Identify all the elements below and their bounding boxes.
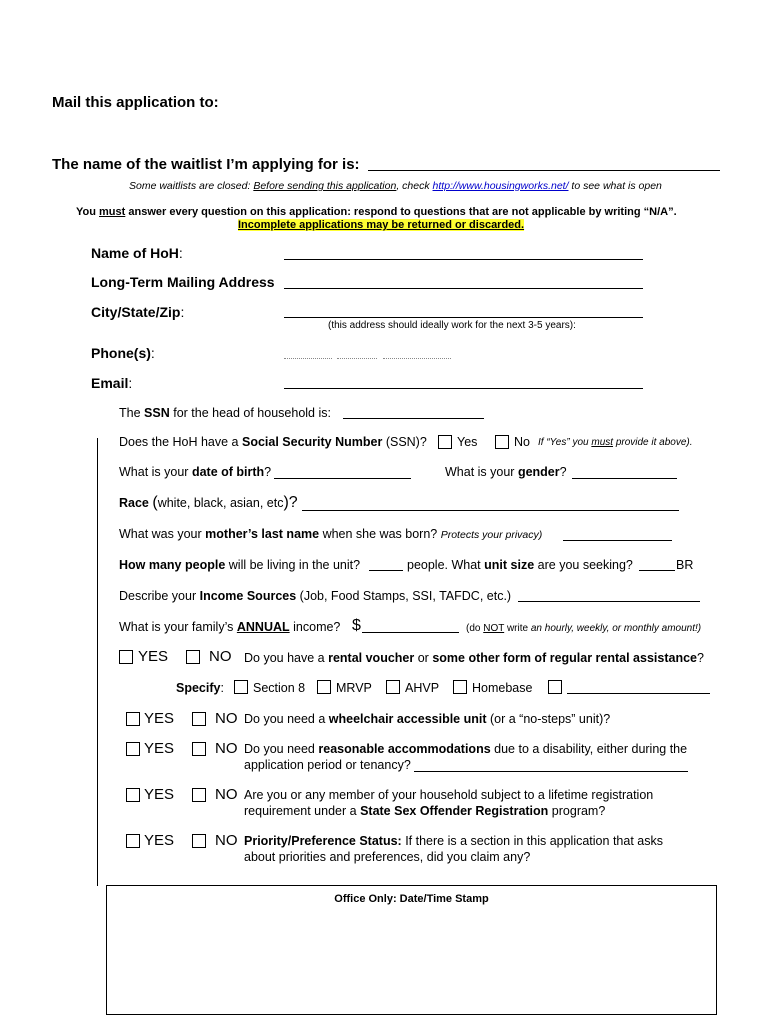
email-input-line[interactable]: [284, 388, 643, 389]
homebase-label: Homebase: [472, 681, 533, 695]
registry-no-checkbox[interactable]: [192, 788, 206, 802]
waitlist-label: The name of the waitlist I’m applying for is:: [52, 156, 360, 173]
section8-checkbox[interactable]: [234, 680, 248, 694]
voucher-no-label: NO: [209, 648, 232, 665]
accom-no-checkbox[interactable]: [192, 742, 206, 756]
registry-question: Are you or any member of your household subject to a lifetime registration: [244, 788, 654, 802]
homebase-checkbox[interactable]: [453, 680, 467, 694]
mail-to-heading: Mail this application to:: [52, 94, 219, 111]
housingworks-link[interactable]: http://www.housingworks.net/: [432, 180, 569, 192]
section8-label: Section 8: [253, 681, 306, 695]
has-ssn-yes-label: Yes: [457, 435, 478, 449]
hoh-input-line[interactable]: [284, 259, 643, 260]
registry-yes-label: YES: [144, 786, 175, 803]
phone-input-2[interactable]: [337, 358, 377, 359]
specify-label: Specify:: [176, 681, 224, 695]
wheelchair-yes-checkbox[interactable]: [126, 712, 140, 726]
email-label: Email:: [91, 375, 133, 391]
office-stamp-box: [106, 885, 717, 1015]
race-question: Race (white, black, asian, etc)?: [119, 494, 298, 511]
instructions-line1: You must answer every question on this application: respond to questions that are not applicable by writing “N/A”.: [76, 206, 677, 218]
instructions-line2: Incomplete applications may be returned or discarded.: [238, 219, 525, 231]
city-input-line[interactable]: [284, 317, 643, 318]
priority-no-label: NO: [215, 832, 238, 849]
wheelchair-no-label: NO: [215, 710, 238, 727]
accom-question-line2: application period or tenancy?: [244, 758, 411, 772]
unit-question: people. What unit size are you seeking?: [407, 558, 633, 572]
race-input-line[interactable]: [302, 510, 679, 511]
other-assistance-checkbox[interactable]: [548, 680, 562, 694]
ahvp-checkbox[interactable]: [386, 680, 400, 694]
dob-question: What is your date of birth?: [119, 465, 272, 479]
ssn-input-line[interactable]: [343, 418, 484, 419]
voucher-yes-label: YES: [138, 648, 169, 665]
priority-yes-checkbox[interactable]: [126, 834, 140, 848]
mrvp-label: MRVP: [336, 681, 372, 695]
other-assistance-input-line[interactable]: [567, 693, 710, 694]
accom-question: Do you need reasonable accommodations due to a disability, either during the: [244, 742, 688, 756]
left-margin-rule: [97, 438, 98, 886]
unit-suffix: BR: [676, 558, 694, 572]
mailing-label: Long-Term Mailing Address: [91, 274, 275, 290]
accom-yes-label: YES: [144, 740, 175, 757]
priority-no-checkbox[interactable]: [192, 834, 206, 848]
priority-question: Priority/Preference Status: If there is a section in this application that asks: [244, 834, 663, 848]
mother-input-line[interactable]: [563, 540, 672, 541]
city-note: (this address should ideally work for the next 3-5 years):: [328, 320, 576, 331]
has-ssn-no-label: No: [514, 435, 530, 449]
gender-input-line[interactable]: [572, 478, 677, 479]
annual-note: (do NOT write an hourly, weekly, or monthly amount!): [466, 623, 702, 634]
voucher-yes-checkbox[interactable]: [119, 650, 133, 664]
mother-question: What was your mother’s last name when she was born? Protects your privacy): [119, 527, 543, 541]
has-ssn-question: Does the HoH have a Social Security Number (SSN)?: [119, 435, 427, 449]
registry-question-line2: requirement under a State Sex Offender Registration program?: [244, 804, 606, 818]
unit-input-line[interactable]: [639, 570, 675, 571]
wheelchair-yes-label: YES: [144, 710, 175, 727]
phone-input-3[interactable]: [383, 358, 451, 359]
dob-input-line[interactable]: [274, 478, 411, 479]
ssn-question: The SSN for the head of household is:: [119, 406, 331, 420]
accom-no-label: NO: [215, 740, 238, 757]
hoh-label: Name of HoH:: [91, 245, 183, 261]
accom-yes-checkbox[interactable]: [126, 742, 140, 756]
has-ssn-yes-checkbox[interactable]: [438, 435, 452, 449]
people-question: How many people will be living in the unit?: [119, 558, 361, 572]
priority-yes-label: YES: [144, 832, 175, 849]
ssn-note: If “Yes” you must provide it above).: [538, 437, 693, 448]
voucher-no-checkbox[interactable]: [186, 650, 200, 664]
ahvp-label: AHVP: [405, 681, 440, 695]
annual-input-line[interactable]: [362, 632, 459, 633]
mailing-input-line[interactable]: [284, 288, 643, 289]
voucher-question: Do you have a rental voucher or some other form of regular rental assistance?: [244, 651, 704, 665]
phone-input-1[interactable]: [284, 358, 332, 359]
registry-yes-checkbox[interactable]: [126, 788, 140, 802]
wheelchair-question: Do you need a wheelchair accessible unit (or a “no-steps” unit)?: [244, 712, 611, 726]
waitlist-input-line[interactable]: [368, 170, 720, 171]
waitlist-note: Some waitlists are closed: Before sending this application, check http://www.housingworks.net/ to see what is open: [129, 180, 662, 192]
gender-question: What is your gender?: [445, 465, 567, 479]
dollar-sign: $: [352, 617, 361, 634]
income-question: Describe your Income Sources (Job, Food Stamps, SSI, TAFDC, etc.): [119, 589, 512, 603]
office-stamp-label: Office Only: Date/Time Stamp: [334, 893, 489, 905]
income-input-line[interactable]: [518, 601, 700, 602]
people-input-line[interactable]: [369, 570, 403, 571]
phone-label: Phone(s):: [91, 345, 155, 361]
priority-question-line2: about priorities and preferences, did you claim any?: [244, 850, 531, 864]
registry-no-label: NO: [215, 786, 238, 803]
mrvp-checkbox[interactable]: [317, 680, 331, 694]
wheelchair-no-checkbox[interactable]: [192, 712, 206, 726]
accom-input-line[interactable]: [414, 771, 688, 772]
city-label: City/State/Zip:: [91, 304, 185, 320]
annual-question: What is your family’s ANNUAL income?: [119, 620, 341, 634]
has-ssn-no-checkbox[interactable]: [495, 435, 509, 449]
